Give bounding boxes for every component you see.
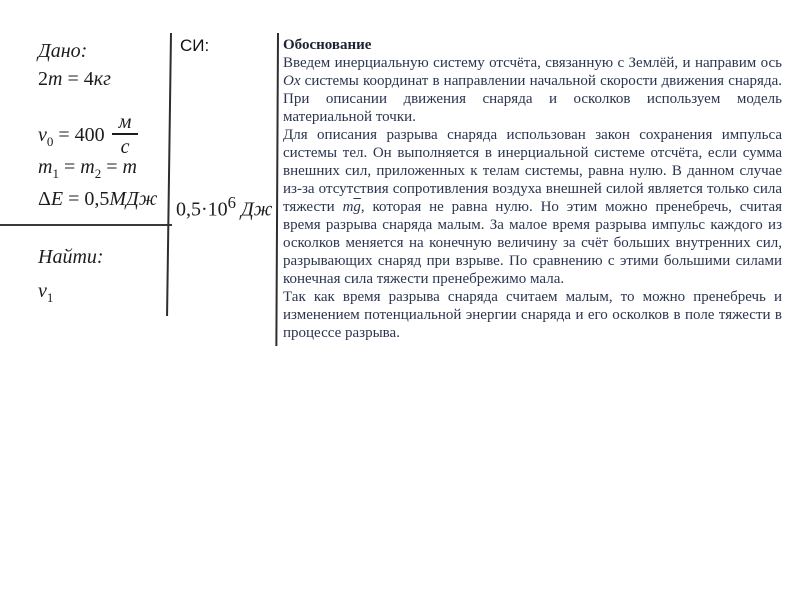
velocity-value: = 400	[53, 124, 105, 147]
find-variable	[38, 280, 53, 303]
gravity-force-g-vector: $\overline{g}$	[353, 199, 361, 215]
mass3-var: m	[122, 156, 137, 178]
find-subscript: 1	[46, 290, 54, 305]
si-value-exponent: 6	[227, 193, 236, 212]
find-var: v	[38, 280, 47, 302]
energy-var: E	[50, 188, 64, 210]
mass-value: = 4	[62, 68, 94, 90]
column-divider-1	[166, 33, 172, 316]
justification-paragraph-1: Введем инерциальную систему отсчёта, связанную с Землёй, и направим ось Ox системы координат в направлении начальной скорости движения снаряда. При описании движения снаряда и осколков используем модель материальной точки.	[283, 55, 782, 125]
gravity-force-m: m	[342, 199, 354, 215]
velocity-subscript: 0	[46, 134, 54, 150]
axis-ox-variable: Ox	[283, 73, 301, 89]
mass-coeff: 2	[38, 68, 48, 90]
given-find-divider	[0, 224, 172, 226]
si-label: СИ:	[180, 36, 210, 55]
find-label: Найти:	[38, 246, 104, 268]
mass2-subscript: 2	[94, 166, 102, 181]
fraction-denominator: с	[120, 136, 130, 158]
velocity-equation	[38, 111, 138, 159]
mass1-var: m	[38, 156, 53, 178]
justification-heading: Обоснование	[283, 37, 372, 53]
si-value-unit: Дж	[241, 198, 273, 221]
velocity-var: v	[38, 124, 47, 147]
masses-equation: $m_1 = m_2 = m$	[38, 156, 137, 181]
mass-var: m	[48, 68, 63, 90]
mass1-subscript: 1	[52, 166, 59, 181]
justification-paragraph-3: Так как время разрыва снаряда считаем малым, то можно пренебречь и изменением потенциальной энергии снаряда и его осколков в поле тяжести в процессе разрыва.	[283, 289, 782, 341]
mass2-var: m	[80, 156, 95, 178]
delta-symbol: Δ	[38, 188, 51, 210]
velocity-unit-fraction	[112, 112, 139, 157]
mass-equation	[38, 68, 111, 91]
si-value	[176, 193, 272, 222]
si-value-base: 0,5·10	[176, 198, 228, 221]
column-divider-2	[275, 33, 279, 346]
mass-unit: кг	[93, 68, 111, 90]
energy-value: = 0,5	[63, 188, 110, 210]
given-label: Дано:	[38, 40, 88, 62]
justification-section	[283, 36, 782, 342]
justification-paragraph-2: Для описания разрыва снаряда использован закон сохранения импульса системы тел. Он выполняется в инерциальной системе отсчёта, если сумма внешних сил, приложенных к телам системы, равна нулю. В данном случае из-за отсутствия сопротивления воздуха внешней силой является только сила тяжести $m\overline{g}$, которая не равна нулю. Но этим можно пренебречь, считая время разрыва снаряда малым. За малое время разрыва импульс каждого из осколков меняется на конечную величину за счёт больших внутренних сил, разрывающих снаряд при взрыве. По сравнению с этими большими силами конечная сила тяжести пренебрежимо мала.	[283, 127, 782, 287]
fraction-numerator: м	[112, 112, 139, 135]
energy-unit: МДж	[109, 188, 158, 210]
energy-equation	[38, 188, 157, 211]
